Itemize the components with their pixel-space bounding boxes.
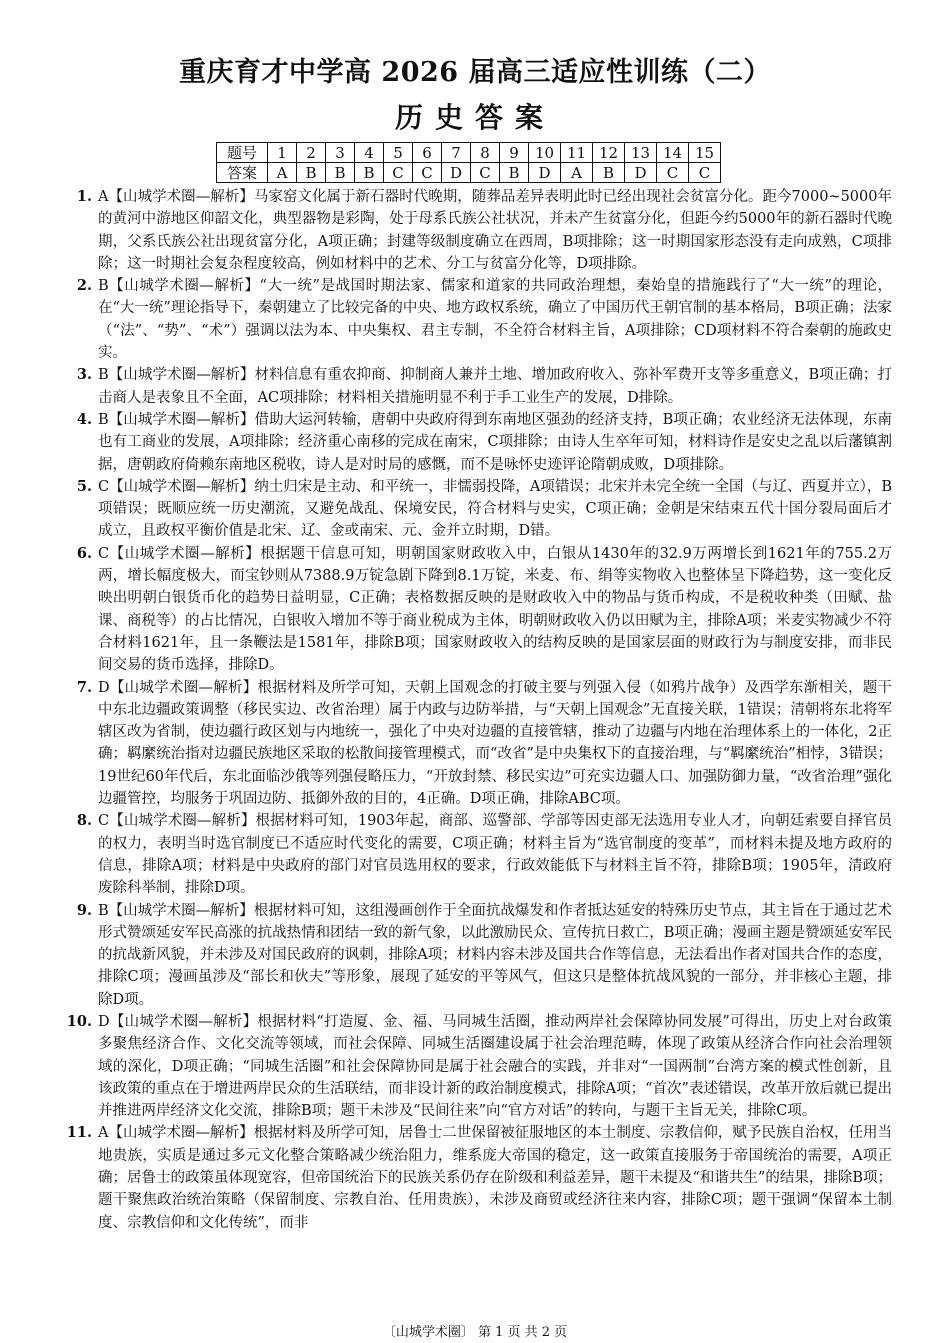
answer-letter: D: [529, 163, 561, 183]
answer-letter: C: [413, 163, 442, 183]
question-number: 1: [268, 143, 297, 163]
answer-letter: C: [471, 163, 500, 183]
explanation-item: [62, 900, 892, 1011]
question-number: 2: [297, 143, 326, 163]
answer-letter: A: [268, 163, 297, 183]
answer-row-label: 答案: [217, 163, 268, 183]
question-number: 5: [384, 143, 413, 163]
item-text: D【山城学术圈—解析】根据材料“打造厦、金、福、马同城生活圈，推动两岸社会保障协同发展”可得出，历史上对台政策多聚焦经济合作、文化交流等领域，而社会保障、同城生活圈建设属于社会治理范畴，体现了政策从经济合作向社会治理领域的深化，D项正确；“同城生活圈”和社会保障协同是属于社会融合的实践，并非对“一国两制”台湾方案的模式性创新，且该政策的重点在于增进两岸民众的生活联结，而非设计新的政治制度模式，排除A项；“首次”表述错误，改革开放后就已提出并推进两岸经济文化交流，排除B项；题干未涉及“民间往来”向“官方对话”的转向，与题干主旨无关，排除C项。: [98, 1013, 892, 1120]
question-number: 15: [689, 143, 721, 163]
item-number: 3.: [76, 366, 92, 384]
question-number: 10: [529, 143, 561, 163]
answer-key-number-row: [217, 143, 721, 163]
item-text: A【山城学术圈—解析】马家窑文化属于新石器时代晚期，随葬品差异表明此时已经出现社会贫富分化。距今7000~5000年的黄河中游地区仰韶文化，典型器物是彩陶，处于母系氏族公社状况，并未产生贫富分化，但距今约5000年的新石器时代晚期，父系氏族公社出现贫富分化，A项正确；封建等级制度确立在西周，B项排除；这一时期国家形态没有走向成熟，C项排除；这一时期社会复杂程度较高，例如材料中的艺术、分工与贫富分化等，D项排除。: [98, 189, 892, 272]
answer-letter: B: [355, 163, 384, 183]
document-title: 重庆育才中学高 2026 届高三适应性训练（二）: [179, 57, 771, 88]
page-footer: 〔山城学术圈〕 第 1 页 共 2 页: [382, 1325, 568, 1340]
question-number: 8: [471, 143, 500, 163]
item-number: 2.: [76, 277, 92, 295]
answer-letter: D: [442, 163, 471, 183]
question-number: 7: [442, 143, 471, 163]
answer-letter: B: [593, 163, 625, 183]
document-subtitle: 历史答案: [394, 101, 555, 134]
answer-letter: C: [689, 163, 721, 183]
item-number: 1.: [76, 188, 92, 205]
item-text: C【山城学术圈—解析】纳土归宋是主动、和平统一，非懦弱投降，A项错误；北宋并未完全统一全国（与辽、西夏并立），B项错误；既顺应统一历史潮流，又避免战乱、保境安民，符合材料与史实，C项正确；金朝是宋结束五代十国分裂局面后才成立，且政权平衡价值是北宋、辽、金或南宋、元、金并立时期，D错。: [98, 478, 892, 540]
answer-letter: B: [326, 163, 355, 183]
answer-letter: C: [657, 163, 689, 183]
item-text: B【山城学术圈—解析】“大一统”是战国时期法家、儒家和道家的共同政治理想，秦始皇的措施践行了“大一统”的理论，在“大一统”理论指导下，秦朝建立了比较完备的中央、地方政权系统，确立了中国历代王朝官制的基本格局，B项正确；法家（“法”、“势”、“术”）强调以法为本、中央集权、君主专制，不全符合材料主旨，A项排除；CD项材料不符合秦朝的施政史实。: [98, 278, 892, 362]
explanation-item: [62, 543, 892, 677]
explanation-item: [62, 810, 892, 899]
answer-letter: B: [500, 163, 529, 183]
item-number: 10.: [66, 1012, 92, 1030]
explanation-item: [62, 476, 892, 543]
question-number: 9: [500, 143, 529, 163]
item-text: C【山城学术圈—解析】根据材料可知，1903年起，商部、巡警部、学部等因吏部无法选用专业人才，向朝廷索要自择官员的权力，表明当时选官制度已不适应时代变化的需要，C项正确；材料主旨为“选官制度的变革”，而材料未提及地方政府的信息，排除A项；材料是中央政府的部门对官员选用权的要求，行政效能低下与材料主旨不符，排除B项；1905年，清政府废除科举制，排除D项。: [98, 813, 892, 897]
item-number: 11.: [66, 1124, 92, 1142]
explanation-item: [62, 677, 892, 811]
answer-letter: A: [561, 163, 593, 183]
item-number: 9.: [76, 901, 92, 919]
explanation-item: [62, 275, 892, 364]
answer-letter: D: [625, 163, 657, 183]
question-number: 14: [657, 143, 689, 163]
item-text: B【山城学术圈—解析】根据材料可知，这组漫画创作于全面抗战爆发和作者抵达延安的特殊历史节点，其主旨在于通过艺术形式赞颂延安军民高涨的抗战热情和团结一致的新气象，以此激励民众、宣传抗日救亡，B项正确；漫画主题是赞颂延安军民的抗战新风貌，并未涉及对国民政府的讽刺，排除A项；材料内容未涉及国共合作等信息，无法看出作者对国共合作的态度，排除C项；漫画虽涉及“部长和伙夫”等形象，展现了延安的平等风气，但这只是整体抗战风貌的一部分，并非核心主题，排除D项。: [98, 902, 892, 1008]
item-number: 8.: [76, 812, 92, 830]
question-number: 6: [413, 143, 442, 163]
item-number: 6.: [76, 544, 92, 562]
item-text: C【山城学术圈—解析】根据题干信息可知，明朝国家财政收入中，白银从1430年的32.9万两增长到1621年的755.2万两，增长幅度极大，而宝钞则从7388.9万锭急剧下降到8.1万锭，米麦、布、绢等实物收入也整体呈下降趋势，这一变化反映出明朝白银货币化的趋势日益明显，C正确；表格数据反映的是财政收入中的物品与货币构成，不是税收种类（田赋、盐课、商税等）的占比情况，白银收入增加不等于商业税成为主体，明朝财政收入仍以田赋为主，排除A项；米麦实物减少不符合材料1621年，且一条鞭法是1581年，排除B项；国家财政收入的结构反映的是国家层面的财政行为与制度安排，而非民间交易的货币选择，排除D。: [98, 545, 892, 674]
item-text: B【山城学术圈—解析】借助大运河转输，唐朝中央政府得到东南地区强劲的经济支持，B项正确；农业经济无法体现，东南也有工商业的发展，A项排除；经济重心南移的完成在南宋，C项排除；由诗人生卒年可知，材料诗作是安史之乱以后藩镇割据，唐朝政府倚赖东南地区税收，诗人是对时局的感慨，而不是咏怀史迹评论隋朝成败，D项排除。: [98, 411, 892, 473]
question-number: 11: [561, 143, 593, 163]
explanation-list: [62, 186, 892, 1234]
answer-key-answer-row: [217, 163, 721, 183]
item-number: 7.: [76, 678, 92, 696]
item-number: 4.: [76, 410, 92, 428]
answer-key-table: [216, 142, 721, 183]
explanation-item: [62, 409, 892, 476]
item-text: D【山城学术圈—解析】根据材料及所学可知，天朝上国观念的打破主要与列强入侵（如鸦片战争）及西学东渐相关，题干中东北边疆政策调整（移民实边、改省治理）属于内政与边防举措，与“天朝上国观念”无直接关联，1错误；清朝将东北将军辖区改为省制，使边疆行政区划与内地统一，强化了中央对边疆的直接管辖，推动了边疆与内地在治理体系上的一体化，2正确；羁縻统治指对边疆民族地区采取的松散间接管理模式，而“改省”是中央集权下的直接治理，与“羁縻统治”相悖，3错误；19世纪60年代后，东北面临沙俄等列强侵略压力，“开放封禁、移民实边”可充实边疆人口、加强防御力量，“改省治理”强化边疆管控，均服务于巩固边防、抵御外敌的目的，4正确。D项正确，排除ABC项。: [98, 679, 892, 808]
number-row-label: 题号: [217, 143, 268, 163]
item-text: B【山城学术圈—解析】材料信息有重农抑商、抑制商人兼并土地、增加政府收入、弥补军费开支等多重意义，B项正确；打击商人是表象且不全面，AC项排除；材料相关措施明显不利于手工业生产的发展，D排除。: [98, 367, 892, 406]
question-number: 4: [355, 143, 384, 163]
explanation-item: [62, 186, 892, 275]
explanation-item: [62, 364, 892, 409]
item-text: A【山城学术圈—解析】根据材料及所学可知，居鲁士二世保留被征服地区的本土制度、宗教信仰，赋予民族自治权，任用当地贵族，实质是通过多元文化整合策略减少统治阻力，维系庞大帝国的稳定，这一政策直接服务于帝国统治的需要，A项正确；居鲁士的政策虽体现宽容，但帝国统治下的民族关系仍存在阶级和利益差异，题干未提及“和谐共生”的结果，排除B项；题干聚焦政治统治策略（保留制度、宗教自治、任用贵族），未涉及商贸或经济往来内容，排除C项；题干强调“保留本土制度、宗教信仰和文化传统”，而非: [98, 1125, 892, 1231]
item-number: 5.: [76, 477, 92, 495]
question-number: 12: [593, 143, 625, 163]
answer-letter: C: [384, 163, 413, 183]
answer-letter: B: [297, 163, 326, 183]
explanation-item: [62, 1011, 892, 1122]
question-number: 13: [625, 143, 657, 163]
question-number: 3: [326, 143, 355, 163]
explanation-item: [62, 1122, 892, 1233]
